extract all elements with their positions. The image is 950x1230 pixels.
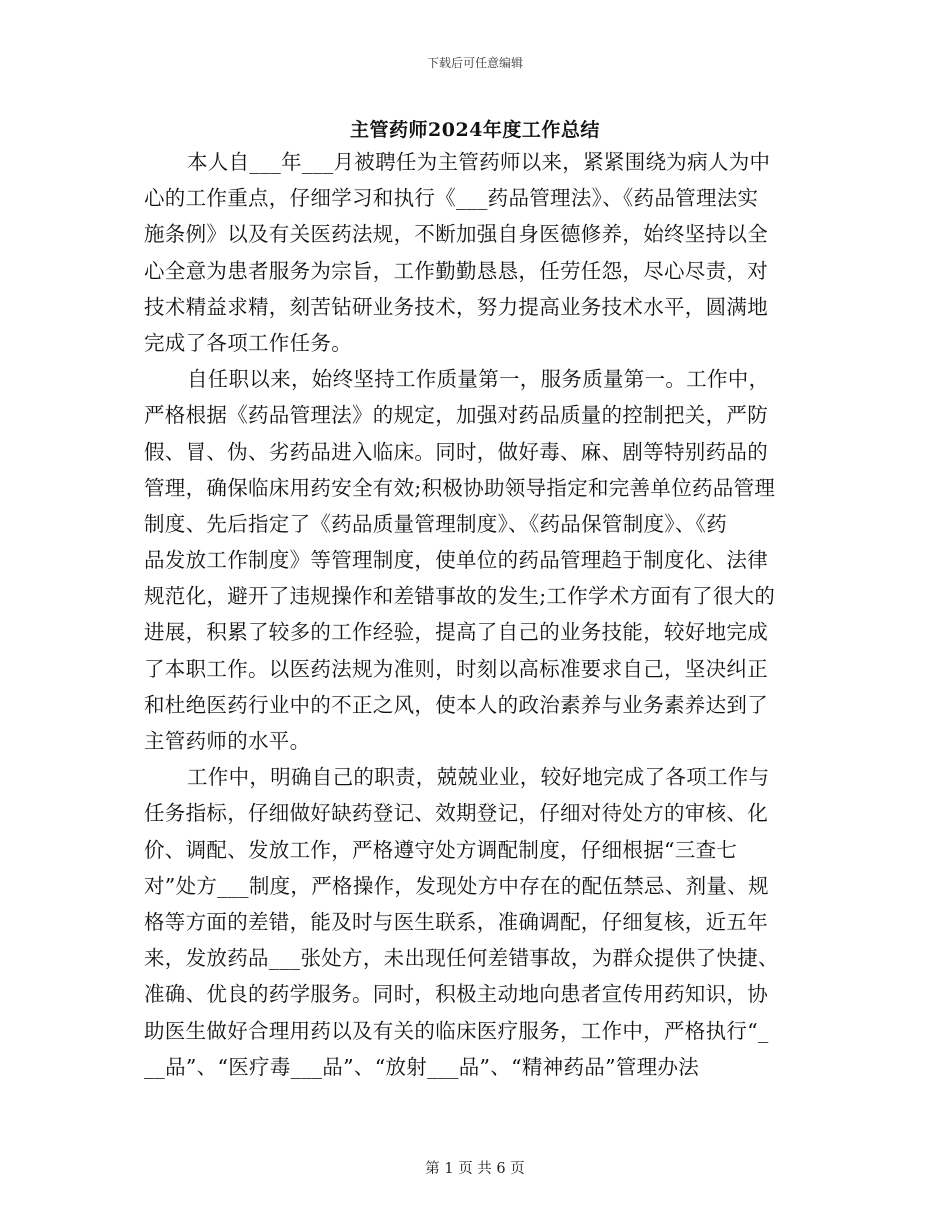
paragraph-1-line: 完成了各项工作任务。 bbox=[144, 330, 352, 355]
paragraph-1-line: 施条例》以及有关医药法规，不断加强自身医德修养，始终坚持以全 bbox=[144, 222, 768, 247]
page-header-note: 下载后可任意编辑 bbox=[426, 56, 523, 70]
document-body bbox=[144, 144, 802, 1085]
document-title: 主管药师2024年度工作总结 bbox=[350, 119, 600, 141]
paragraph-2-line: 假、冒、伪、劣药品进入临床。同时，做好毒、麻、剧等特别药品的 bbox=[144, 439, 768, 464]
page-number-footer: 第 1 页 共 6 页 bbox=[425, 1161, 525, 1177]
paragraph-2-line: 品发放工作制度》等管理制度，使单位的药品管理趋于制度化、法律 bbox=[144, 548, 768, 573]
paragraph-3-line: 对”处方___制度，严格操作，发现处方中存在的配伍禁忌、剂量、规 bbox=[144, 873, 769, 898]
paragraph-3-line: 任务指标，仔细做好缺药登记、效期登记，仔细对待处方的审核、化 bbox=[144, 801, 768, 826]
paragraph-1-line: 心的工作重点，仔细学习和执行《___药品管理法》、《药品管理法实 bbox=[144, 186, 759, 211]
paragraph-2-line: 了本职工作。以医药法规为准则，时刻以高标准要求自己，坚决纠正 bbox=[144, 656, 768, 681]
paragraph-2-line: 规范化，避开了违规操作和差错事故的发生;工作学术方面有了很大的 bbox=[144, 584, 776, 609]
paragraph-2-line: 进展，积累了较多的工作经验，提高了自己的业务技能，较好地完成 bbox=[144, 620, 768, 645]
paragraph-3-line: 助医生做好合理用药以及有关的临床医疗服务，工作中，严格执行“_ bbox=[144, 1018, 769, 1043]
paragraph-2-line: 自任职以来，始终坚持工作质量第一，服务质量第一。工作中， bbox=[187, 367, 770, 392]
paragraph-3-line: 准确、优良的药学服务。同时，积极主动地向患者宣传用药知识，协 bbox=[144, 982, 768, 1007]
paragraph-3-line: 来，发放药品___张处方，未出现任何差错事故，为群众提供了快捷、 bbox=[144, 946, 779, 971]
paragraph-2-line: 制度、先后指定了《药品质量管理制度》、《药品保管制度》、《药 bbox=[144, 511, 727, 536]
paragraph-3-line: 格等方面的差错，能及时与医生联系，准确调配，仔细复核，近五年 bbox=[144, 909, 768, 934]
paragraph-2-line: 严格根据《药品管理法》的规定，加强对药品质量的控制把关，严防 bbox=[144, 403, 768, 428]
paragraph-1-line: 本人自___年___月被聘任为主管药师以来，紧紧围绕为病人为中 bbox=[187, 150, 771, 174]
paragraph-3-line: 工作中，明确自己的职责，兢兢业业，较好地完成了各项工作与 bbox=[187, 765, 770, 790]
paragraph-2-line: 和杜绝医药行业中的不正之风，使本人的政治素养与业务素养达到了 bbox=[144, 692, 768, 717]
paragraph-2-line: 主管药师的水平。 bbox=[144, 729, 311, 753]
paragraph-3-line: 价、调配、发放工作，严格遵守处方调配制度，仔细根据“三查七 bbox=[144, 837, 738, 862]
paragraph-1-line: 心全意为患者服务为宗旨，工作勤勤恳恳，任劳任怨，尽心尽责，对 bbox=[144, 258, 768, 283]
paragraph-1-line: 技术精益求精，刻苦钻研业务技术，努力提高业务技术水平，圆满地 bbox=[144, 294, 768, 319]
paragraph-2-line: 管理，确保临床用药安全有效;积极协助领导指定和完善单位药品管理 bbox=[144, 475, 776, 500]
paragraph-3-line: __品”、“医疗毒___品”、“放射___品”、“精神药品”管理办法 bbox=[144, 1054, 700, 1079]
